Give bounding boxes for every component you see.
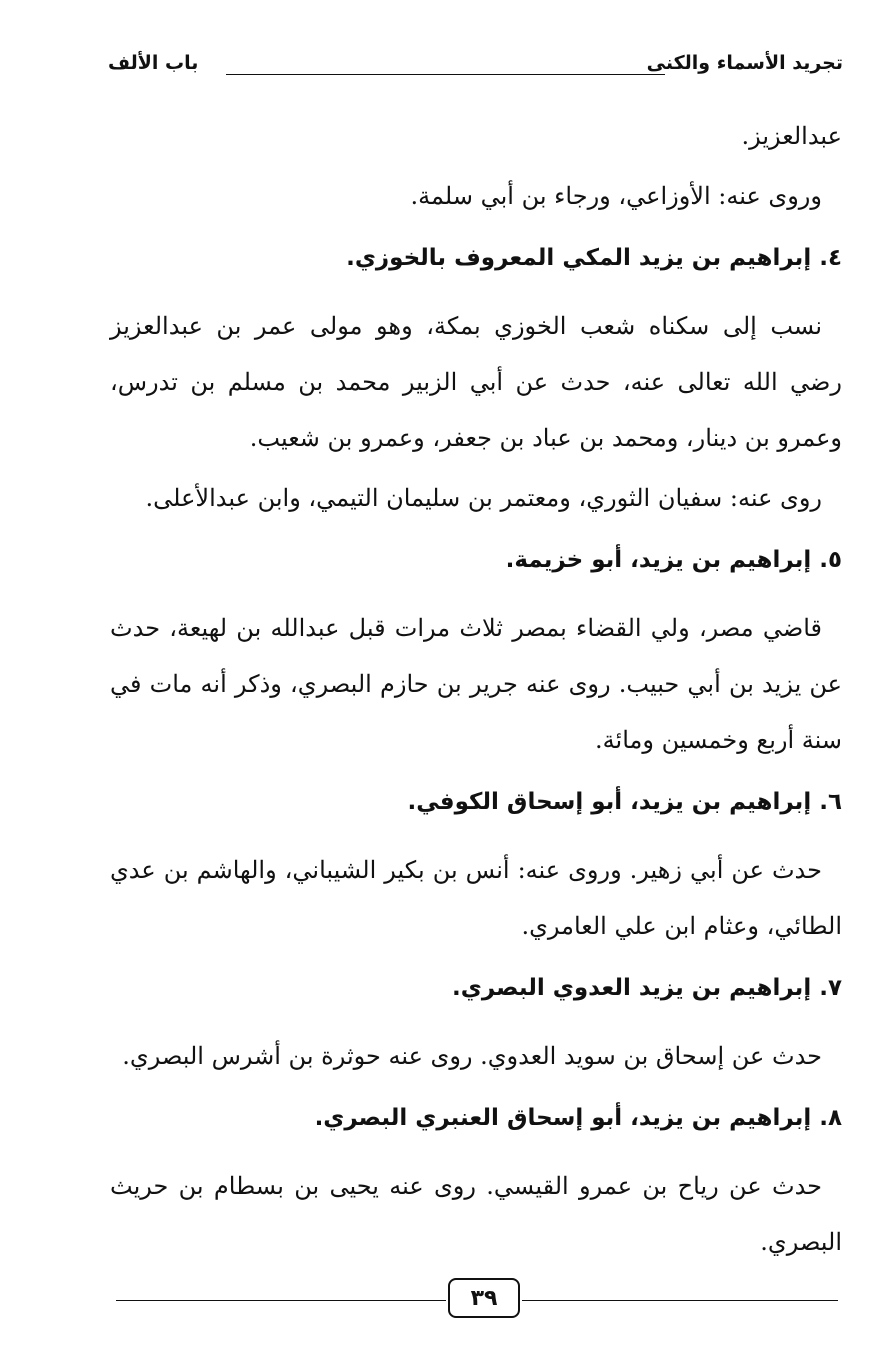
paragraph: نسب إلى سكناه شعب الخوزي بمكة، وهو مولى عمر بن عبدالعزيز رضي الله تعالى عنه، حدث عن أبي الزبير محمد بن مسلم بن تدرس، وعمرو بن دينار، ومحمد بن عباد بن جعفر، وعمرو بن شعيب. <box>110 312 842 452</box>
paragraph: عبدالعزيز. <box>741 122 842 150</box>
entry-heading: ٥. إبراهيم بن يزيد، أبو خزيمة. <box>505 547 842 573</box>
entry-heading: ٨. إبراهيم بن يزيد، أبو إسحاق العنبري البصري. <box>314 1105 842 1131</box>
entry-heading: ٦. إبراهيم بن يزيد، أبو إسحاق الكوفي. <box>407 789 842 815</box>
page-number: ٣٩ <box>448 1278 520 1318</box>
paragraph: حدث عن رياح بن عمرو القيسي. روى عنه يحيى بن بسطام بن حريث البصري. <box>110 1172 842 1256</box>
entry-heading: ٤. إبراهيم بن يزيد المكي المعروف بالخوزي. <box>346 245 842 271</box>
running-header <box>108 44 843 84</box>
footer-rule-right <box>522 1300 838 1301</box>
chapter-title: باب الألف <box>108 52 199 74</box>
paragraph: حدث عن إسحاق بن سويد العدوي. روى عنه حوثرة بن أشرس البصري. <box>122 1042 822 1070</box>
paragraph: حدث عن أبي زهير. وروى عنه: أنس بن بكير الشيباني، والهاشم بن عدي الطائي، وعثام ابن علي العامري. <box>110 856 842 940</box>
paragraph: روى عنه: سفيان الثوري، ومعتمر بن سليمان التيمي، وابن عبدالأعلى. <box>145 484 822 512</box>
entry-heading: ٧. إبراهيم بن يزيد العدوي البصري. <box>452 975 842 1001</box>
paragraph: قاضي مصر، ولي القضاء بمصر ثلاث مرات قبل عبدالله بن لهيعة، حدث عن يزيد بن أبي حبيب. روى عنه جرير بن حازم البصري، وذكر أنه مات في سنة أربع وخمسين ومائة. <box>110 614 842 754</box>
page-footer <box>116 1272 838 1322</box>
header-rule <box>226 74 665 75</box>
footer-rule-left <box>116 1300 446 1301</box>
paragraph: وروى عنه: الأوزاعي، ورجاء بن أبي سلمة. <box>410 182 822 210</box>
book-title: تجريد الأسماء والكنى <box>646 52 843 74</box>
page-body <box>110 108 842 1274</box>
